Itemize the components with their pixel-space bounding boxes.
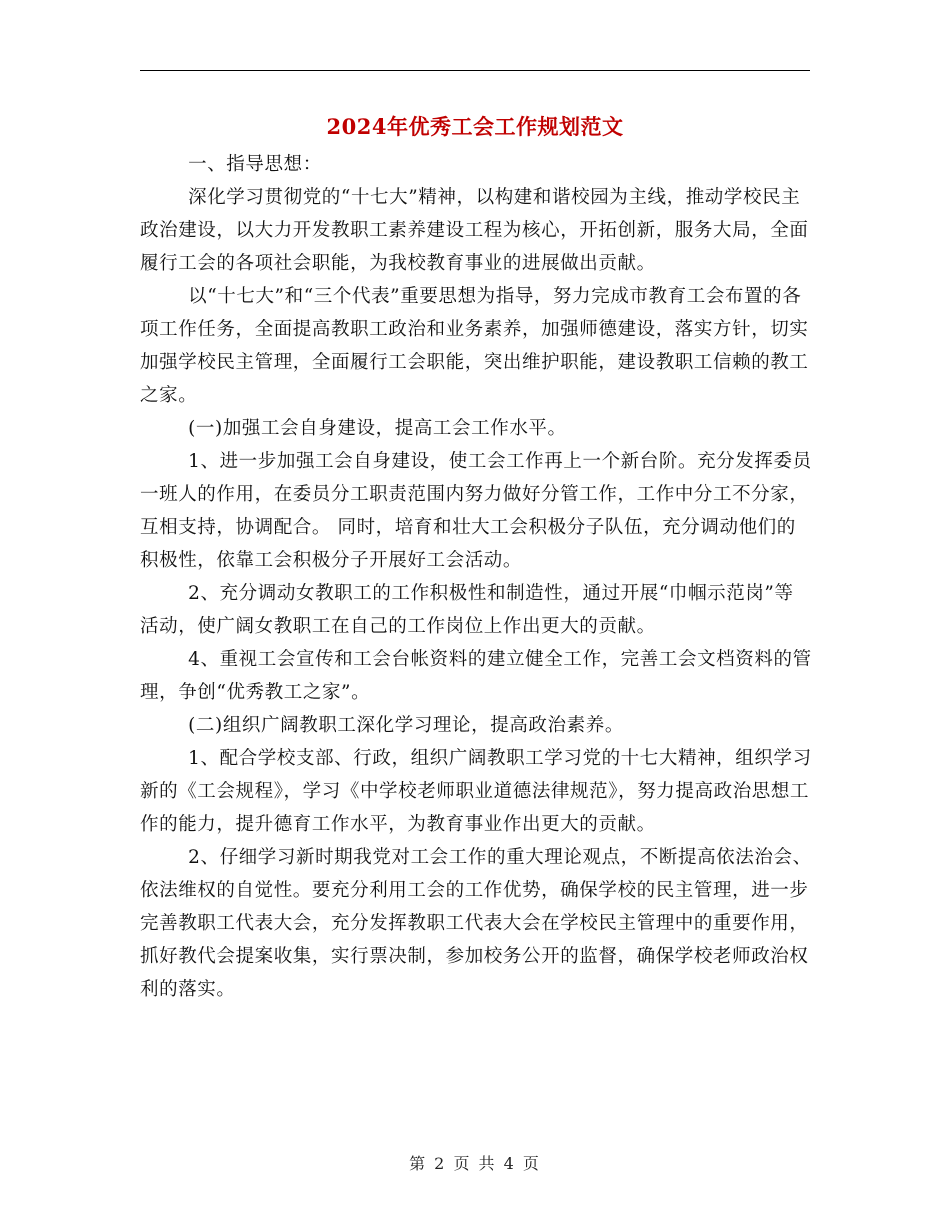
subsection-heading: (二)组织广阔教职工深化学习理论，提高政治素养。 bbox=[188, 715, 624, 736]
document-title: 2024年优秀工会工作规划范文 bbox=[326, 114, 624, 139]
subsection-heading: (一)加强工会自身建设，提高工会工作水平。 bbox=[188, 418, 567, 439]
paragraph: 1、配合学校支部、行政，组织广阔教职工学习党的十七大精神，组织学习新的《工会规程》，学习《中学校老师职业道德法律规范》，努力提高政治思想工作的能力，提升德育工作水平，为教育事业作出更大的贡献。 bbox=[140, 748, 812, 835]
paragraph: 以“十七大”和“三个代表”重要思想为指导，努力完成市教育工会布置的各项工作任务，全面提高教职工政治和业务素养，加强师德建设，落实方针，切实加强学校民主管理，全面履行工会职能，突出维护职能，建设教职工信赖的教工之家。 bbox=[140, 286, 809, 406]
page-footer: 第 2 页 共 4 页 bbox=[409, 1154, 541, 1173]
paragraph: 2、仔细学习新时期我党对工会工作的重大理论观点，不断提高依法治会、依法维权的自觉性。要充分利用工会的工作优势，确保学校的民主管理，进一步完善教职工代表大会，充分发挥教职工代表大会在学校民主管理中的重要作用，抓好教代会提案收集，实行票决制，参加校务公开的监督，确保学校老师政治权利的落实。 bbox=[140, 847, 812, 1000]
paragraph: 4、重视工会宣传和工会台帐资料的建立健全工作，完善工会文档资料的管理，争创“优秀教工之家”。 bbox=[140, 649, 812, 703]
document-body bbox=[140, 148, 812, 1006]
section-heading-guiding-thought: 一、指导思想： bbox=[188, 154, 322, 175]
paragraph: 1、进一步加强工会自身建设，使工会工作再上一个新台阶。充分发挥委员一班人的作用，在委员分工职责范围内努力做好分管工作，工作中分工不分家，互相支持，协调配合。 同时，培育和壮大工会积极分子队伍，充分调动他们的积极性，依靠工会积极分子开展好工会活动。 bbox=[140, 451, 812, 571]
paragraph: 深化学习贯彻党的“十七大”精神，以构建和谐校园为主线，推动学校民主政治建设，以大力开发教职工素养建设工程为核心，开拓创新，服务大局，全面履行工会的各项社会职能，为我校教育事业的进展做出贡献。 bbox=[140, 187, 809, 274]
header-rule bbox=[140, 70, 810, 71]
paragraph: 2、充分调动女教职工的工作积极性和制造性，通过开展“巾帼示范岗”等活动，使广阔女教职工在自己的工作岗位上作出更大的贡献。 bbox=[140, 583, 794, 637]
